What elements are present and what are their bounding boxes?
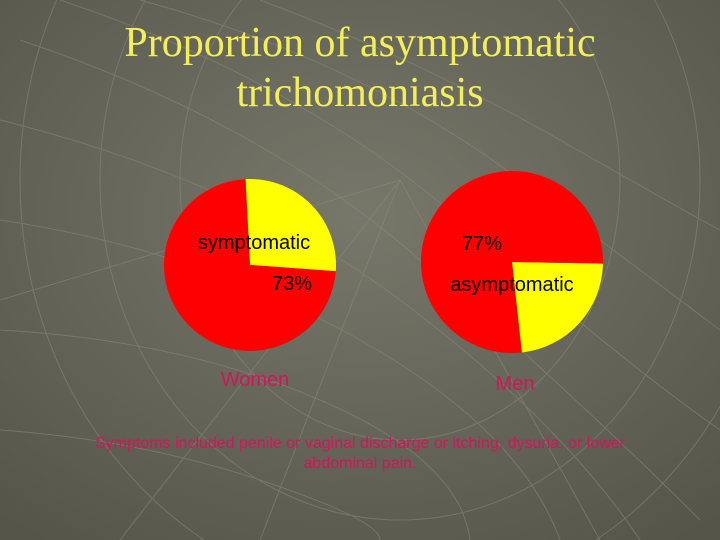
slide-title: Proportion of asymptomatic trichomoniasis (124, 20, 596, 116)
pie-women-group-label: Women (220, 369, 290, 391)
pie-women-label-1: 73% (271, 273, 313, 295)
pie-men-label-1: asymptomatic (450, 274, 574, 296)
pie-women-label-0: symptomatic (197, 232, 311, 254)
footnote: Symptoms included penile or vaginal discharge or itching, dysuria, or lower abdominal pain. (94, 435, 626, 472)
pie-men-group-label: Men (495, 373, 535, 395)
pie-men-label-0: 77% (461, 233, 503, 255)
pie-women-slice-symptomatic (246, 179, 337, 271)
